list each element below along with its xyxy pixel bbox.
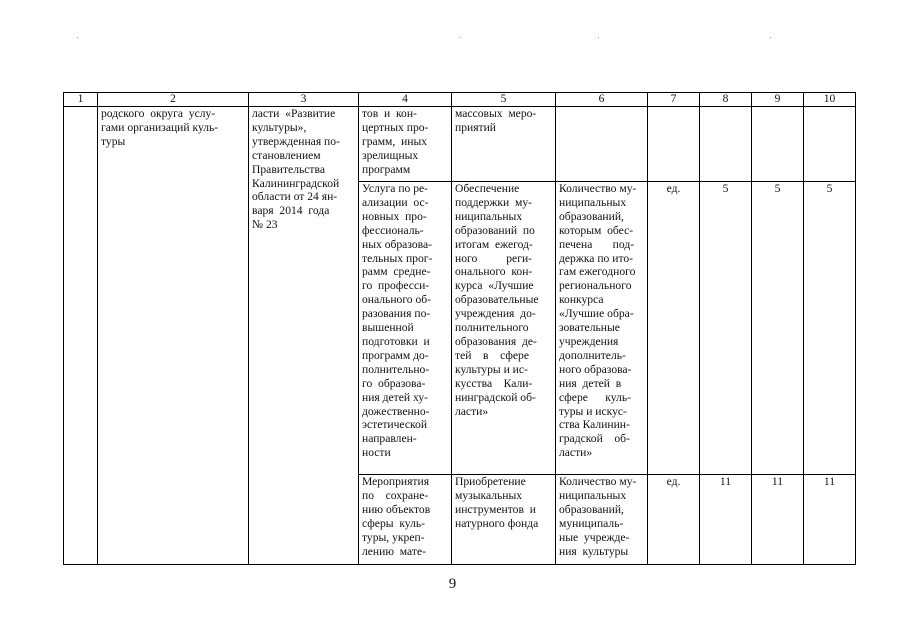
cell-indicator: Количество му- ниципальных образований, муниципаль- ные учрежде- ния культуры [556, 475, 648, 565]
cell-value: 11 [804, 475, 856, 565]
cell-value: 5 [752, 182, 804, 475]
cell-unit: ед. [648, 182, 700, 475]
data-table [63, 92, 856, 565]
column-header: 8 [700, 93, 752, 107]
column-header: 2 [98, 93, 249, 107]
cell-activity: Приобретение музыкальных инструментов и натурного фонда [452, 475, 556, 565]
column-header: 10 [804, 93, 856, 107]
cell-value [752, 107, 804, 182]
cell-indicator [556, 107, 648, 182]
cell-unit: ед. [648, 475, 700, 565]
scan-speck [770, 37, 771, 38]
scan-speck [460, 37, 461, 38]
cell-activity: массовых меро- приятий [452, 107, 556, 182]
column-header: 9 [752, 93, 804, 107]
scan-speck [77, 37, 78, 38]
cell-value: 5 [700, 182, 752, 475]
cell-service-recipient: родского округа услу- гами организаций куль- туры [98, 107, 249, 565]
column-header: 3 [249, 93, 359, 107]
header-row [64, 93, 856, 107]
cell-program-basis: ласти «Развитие культуры», утвержденная по- становлением Правительства Калининградской области от 24 ян- варя 2014 года № 23 [249, 107, 359, 565]
cell-value: 11 [700, 475, 752, 565]
table-row [64, 107, 856, 182]
column-header: 7 [648, 93, 700, 107]
cell-unit [648, 107, 700, 182]
column-header: 1 [64, 93, 98, 107]
cell-service: тов и кон- цертных про- грамм, иных зрелищных программ [359, 107, 452, 182]
scan-speck [598, 37, 599, 38]
cell-value: 5 [804, 182, 856, 475]
cell-indicator: Количество му- ниципальных образований, которым обес- печена под- держка по ито- гам ежегодного регионального конкурса «Лучшие обра- зовательные учреждения дополнитель- ного образова- ния детей в сфере куль- туры и искус- ства Калинин- градской об- ласти» [556, 182, 648, 475]
cell-service: Мероприятия по сохране- нию объектов сферы куль- туры, укреп- лению мате- [359, 475, 452, 565]
column-header: 5 [452, 93, 556, 107]
column-header: 4 [359, 93, 452, 107]
cell-value [700, 107, 752, 182]
cell-value: 11 [752, 475, 804, 565]
page-number: 9 [448, 576, 457, 592]
cell-number [64, 107, 98, 565]
column-header: 6 [556, 93, 648, 107]
cell-activity: Обеспечение поддержки му- ниципальных образований по итогам ежегод- ного реги- онального кон- курса «Лучшие образовательные учреждения до- полнительного образования де- тей в сфере культуры и ис- кусства Кали- нинградской об- ласти» [452, 182, 556, 475]
cell-service: Услуга по ре- ализации ос- новных про- фессиональ- ных образова- тельных прог- рамм средне- го професси- онального об- разования по- вышенной подготовки и программ до- полнительно- го образова- ния детей ху- дожественно- эстетической направлен- ности [359, 182, 452, 475]
cell-value [804, 107, 856, 182]
